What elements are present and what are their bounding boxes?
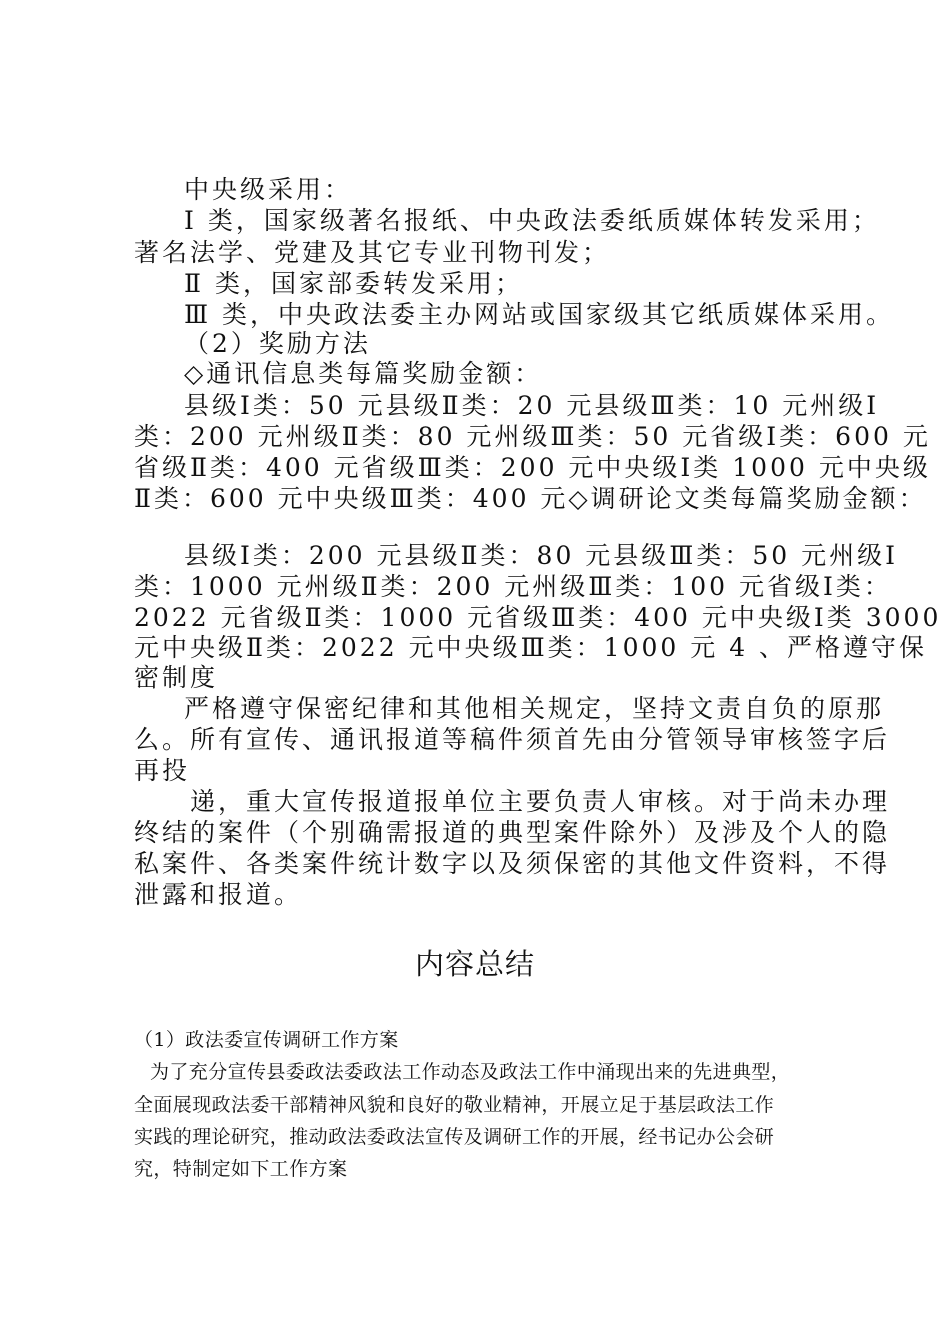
body-line: Ⅲ 类，中央政法委主办网站或国家级其它纸质媒体采用。 <box>184 300 895 329</box>
body-line: 元中央级Ⅱ类：2022 元中央级Ⅲ类：1000 元 4 、严格遵守保 <box>134 633 928 662</box>
body-line: 递，重大宣传报道报单位主要负责人审核。对于尚未办理 <box>190 787 891 816</box>
body-line: 密制度 <box>134 663 219 692</box>
body-line: 中央级采用： <box>184 175 353 204</box>
body-line: ◇通讯信息类每篇奖励金额： <box>184 359 543 388</box>
summary-line: 全面展现政法委干部精神风貌和良好的敬业精神，开展立足于基层政法工作 <box>134 1094 775 1116</box>
body-line: （2）奖励方法 <box>184 329 371 358</box>
body-line: 泄露和报道。 <box>134 880 303 909</box>
summary-line: 为了充分宣传县委政法委政法工作动态及政法工作中涌现出来的先进典型， <box>150 1061 791 1083</box>
body-line: 私案件、各类案件统计数字以及须保密的其他文件资料，不得 <box>134 849 891 878</box>
body-line: 2022 元省级Ⅱ类：1000 元省级Ⅲ类：400 元中央级Ⅰ类 3000 <box>134 603 942 632</box>
body-line: 类：200 元州级Ⅱ类：80 元州级Ⅲ类：50 元省级Ⅰ类：600 元 <box>134 422 931 451</box>
body-line: 再投 <box>134 756 191 785</box>
body-line: 终结的案件（个别确需报道的典型案件除外）及涉及个人的隐 <box>134 818 891 847</box>
summary-line: （1）政法委宣传调研工作方案 <box>134 1029 399 1051</box>
body-line: 严格遵守保密纪律和其他相关规定，坚持文责自负的原那 <box>184 694 885 723</box>
summary-line: 究，特制定如下工作方案 <box>134 1158 348 1180</box>
body-line: 么。所有宣传、通讯报道等稿件须首先由分管领导审核签字后 <box>134 725 891 754</box>
body-line: Ⅱ类：600 元中央级Ⅲ类：400 元◇调研论文类每篇奖励金额： <box>134 484 927 513</box>
body-line: 著名法学、党建及其它专业刊物刊发； <box>134 238 611 267</box>
body-line: 县级Ⅰ类：50 元县级Ⅱ类：20 元县级Ⅲ类：10 元州级Ⅰ <box>184 391 880 420</box>
body-line: 县级Ⅰ类：200 元县级Ⅱ类：80 元县级Ⅲ类：50 元州级Ⅰ <box>184 541 899 570</box>
body-line: 类：1000 元州级Ⅱ类：200 元州级Ⅲ类：100 元省级Ⅰ类： <box>134 572 892 601</box>
summary-title: 内容总结 <box>414 947 535 981</box>
body-line: Ⅰ 类，国家级著名报纸、中央政法委纸质媒体转发采用； <box>184 206 880 235</box>
body-line: Ⅱ 类，国家部委转发采用； <box>184 269 523 298</box>
summary-line: 实践的理论研究，推动政法委政法宣传及调研工作的开展，经书记办公会研 <box>134 1126 775 1148</box>
body-line: 省级Ⅱ类：400 元省级Ⅲ类：200 元中央级Ⅰ类 1000 元中央级 <box>134 453 931 482</box>
